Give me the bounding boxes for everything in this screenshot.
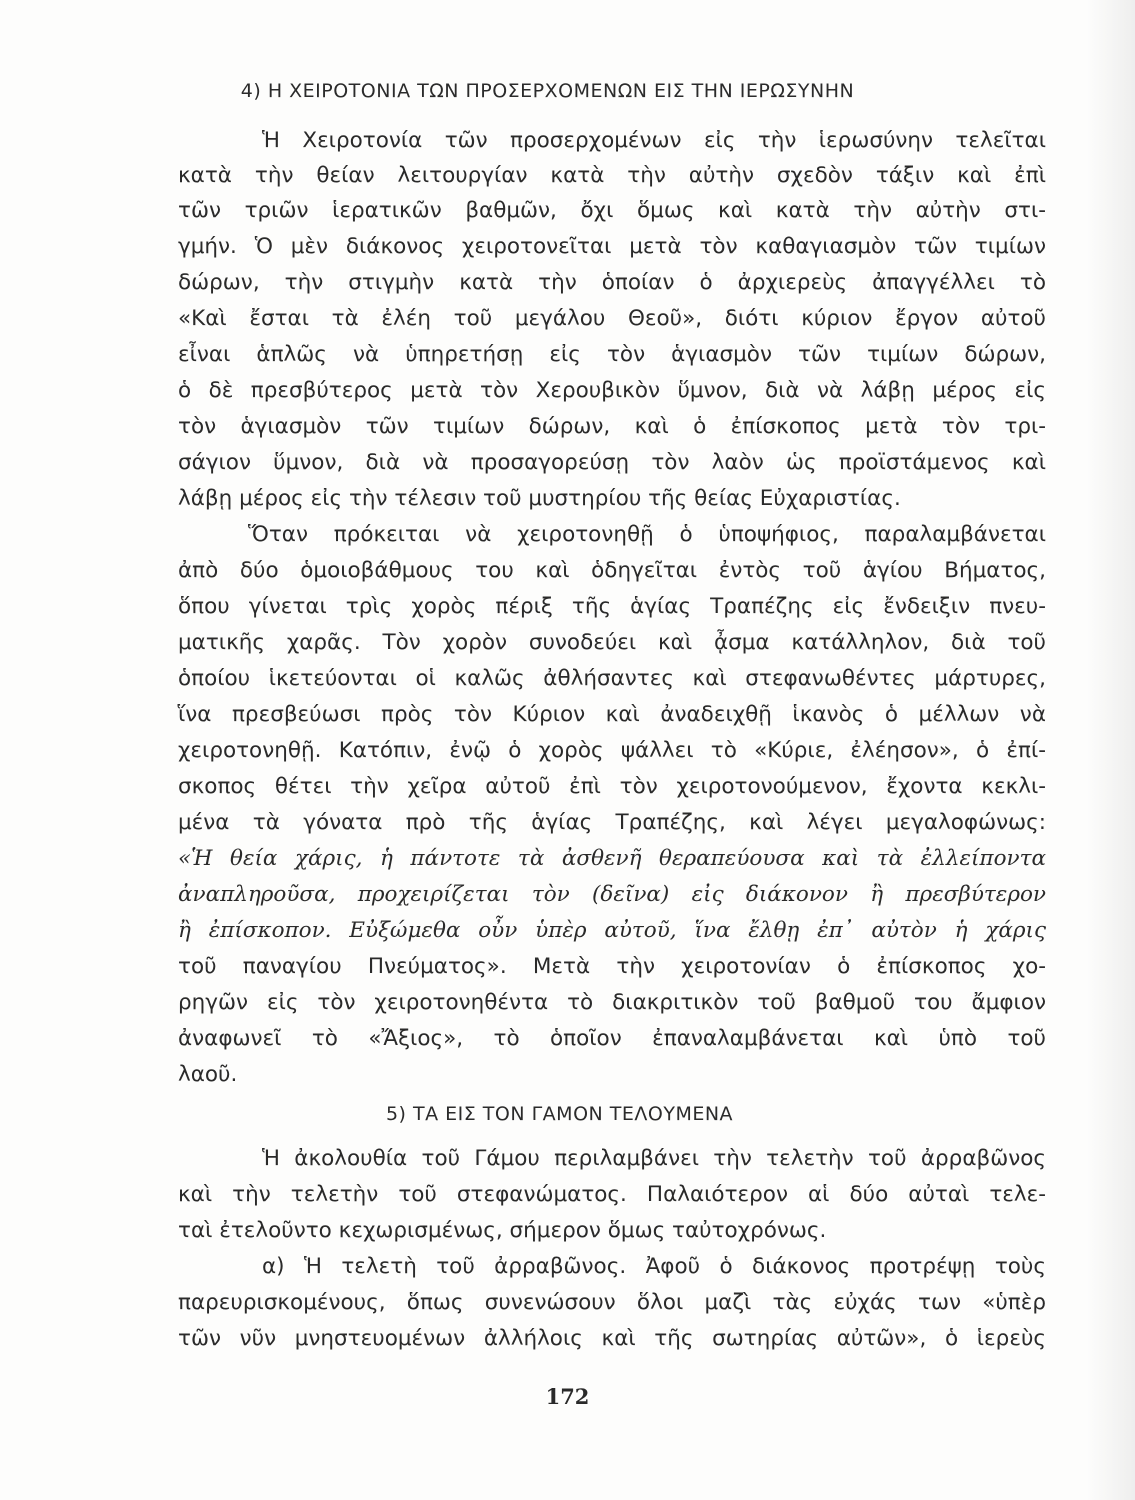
text-line: α) Ἡ τελετὴ τοῦ ἀρραβῶνος. Ἀφοῦ ὁ διάκονος προτρέψῃ τοὺς [262,1254,1046,1279]
text-line: Ἡ ἀκολουθία τοῦ Γάμου περιλαμβάνει τὴν τελετὴν τοῦ ἀρραβῶνος [262,1146,1046,1171]
text-line: γμήν. Ὁ μὲν διάκονος χειροτονεῖται μετὰ τὸν καθαγιασμὸν τῶν τιμίων [178,234,1046,259]
text-line: ματικῆς χαρᾶς. Τὸν χορὸν συνοδεύει καὶ ᾆσμα κατάλληλον, διὰ τοῦ [178,630,1046,655]
section-5-heading: 5) ΤΑ ΕΙΣ ΤΟΝ ΓΑΜΟΝ ΤΕΛΟΥΜΕΝΑ [385,1103,734,1125]
text-line: ὁποίου ἱκετεύονται οἱ καλῶς ἀθλήσαντες καὶ στεφανωθέντες μάρτυρες, [178,666,1046,691]
text-line: τοῦ παναγίου Πνεύματος». Μετὰ τὴν χειροτονίαν ὁ ἐπίσκοπος χο- [178,954,1046,979]
text-line: ἵνα πρεσβεύωσι πρὸς τὸν Κύριον καὶ ἀναδειχθῇ ἱκανὸς ὁ μέλλων νὰ [178,702,1046,727]
page-number: 172 [545,1384,590,1409]
text-line: τὸν ἁγιασμὸν τῶν τιμίων δώρων, καὶ ὁ ἐπίσκοπος μετὰ τὸν τρι- [178,414,1046,439]
text-line: ὁ δὲ πρεσβύτερος μετὰ τὸν Χερουβικὸν ὕμνον, διὰ νὰ λάβῃ μέρος εἰς [178,378,1046,403]
text-line: ἢ ἐπίσκοπον. Εὐξώμεθα οὖν ὑπὲρ αὐτοῦ, ἵνα ἔλθῃ ἐπ᾽ αὐτὸν ἡ χάρις [178,918,1046,943]
text-line: μένα τὰ γόνατα πρὸ τῆς ἁγίας Τραπέζης, καὶ λέγει μεγαλοφώνως: [178,810,1046,835]
text-line: παρευρισκομένους, ὅπως συνενώσουν ὅλοι μαζὶ τὰς εὐχάς των «ὑπὲρ [178,1290,1046,1315]
text-line: λαοῦ. [178,1062,238,1087]
text-line: τῶν νῦν μνηστευομένων ἀλλήλοις καὶ τῆς σωτηρίας αὐτῶν», ὁ ἱερεὺς [178,1326,1046,1351]
text-line: σάγιον ὕμνον, διὰ νὰ προσαγορεύσῃ τὸν λαὸν ὡς προϊστάμενος καὶ [178,450,1046,475]
text-line: «Καὶ ἔσται τὰ ἐλέη τοῦ μεγάλου Θεοῦ», διότι κύριον ἔργον αὐτοῦ [178,306,1046,331]
text-line: «Ἡ θεία χάρις, ἡ πάντοτε τὰ ἀσθενῆ θεραπεύουσα καὶ τὰ ἐλλείποντα [178,846,1046,871]
text-line: Ὅταν πρόκειται νὰ χειροτονηθῇ ὁ ὑποψήφιος, παραλαμβάνεται [248,522,1046,547]
text-line: ἀναπληροῦσα, προχειρίζεται τὸν (δεῖνα) εἰς διάκονον ἢ πρεσβύτερον [178,882,1046,907]
text-line: ρηγῶν εἰς τὸν χειροτονηθέντα τὸ διακριτικὸν τοῦ βαθμοῦ του ἄμφιον [178,990,1046,1015]
text-line: τῶν τριῶν ἱερατικῶν βαθμῶν, ὄχι ὅμως καὶ κατὰ τὴν αὐτὴν στι- [178,198,1046,223]
text-line: χειροτονηθῇ. Κατόπιν, ἐνῷ ὁ χορὸς ψάλλει τὸ «Κύριε, ἐλέησον», ὁ ἐπί- [178,738,1046,763]
text-line: Ἡ Χειροτονία τῶν προσερχομένων εἰς τὴν ἱερωσύνην τελεῖται [262,128,1046,153]
section-4-heading: 4) Η ΧΕΙΡΟΤΟΝΙΑ ΤΩΝ ΠΡΟΣΕΡΧΟΜΕΝΩΝ ΕΙΣ ΤΗΝ ΙΕΡΩΣΥΝΗΝ [240,80,855,102]
page-edge-shadow [1087,0,1135,1500]
text-line: ὅπου γίνεται τρὶς χορὸς πέριξ τῆς ἁγίας Τραπέζης εἰς ἔνδειξιν πνευ- [178,594,1046,619]
text-line: ταὶ ἐτελοῦντο κεχωρισμένως, σήμερον ὅμως ταὐτοχρόνως. [178,1218,827,1243]
text-line: καὶ τὴν τελετὴν τοῦ στεφανώματος. Παλαιότερον αἱ δύο αὐταὶ τελε- [178,1182,1046,1207]
text-line: ἀναφωνεῖ τὸ «Ἄξιος», τὸ ὁποῖον ἐπαναλαμβάνεται καὶ ὑπὸ τοῦ [178,1026,1046,1051]
text-line: ἀπὸ δύο ὁμοιοβάθμους του καὶ ὁδηγεῖται ἐντὸς τοῦ ἁγίου Βήματος, [178,558,1046,583]
text-line: εἶναι ἁπλῶς νὰ ὑπηρετήσῃ εἰς τὸν ἁγιασμὸν τῶν τιμίων δώρων, [178,342,1046,367]
text-line: κατὰ τὴν θείαν λειτουργίαν κατὰ τὴν αὐτὴν σχεδὸν τάξιν καὶ ἐπὶ [178,163,1046,188]
text-line: λάβῃ μέρος εἰς τὴν τέλεσιν τοῦ μυστηρίου τῆς θείας Εὐχαριστίας. [178,486,901,511]
text-line: δώρων, τὴν στιγμὴν κατὰ τὴν ὁποίαν ὁ ἀρχιερεὺς ἀπαγγέλλει τὸ [178,270,1046,295]
text-line: σκοπος θέτει τὴν χεῖρα αὐτοῦ ἐπὶ τὸν χειροτονούμενον, ἔχοντα κεκλι- [178,774,1046,799]
